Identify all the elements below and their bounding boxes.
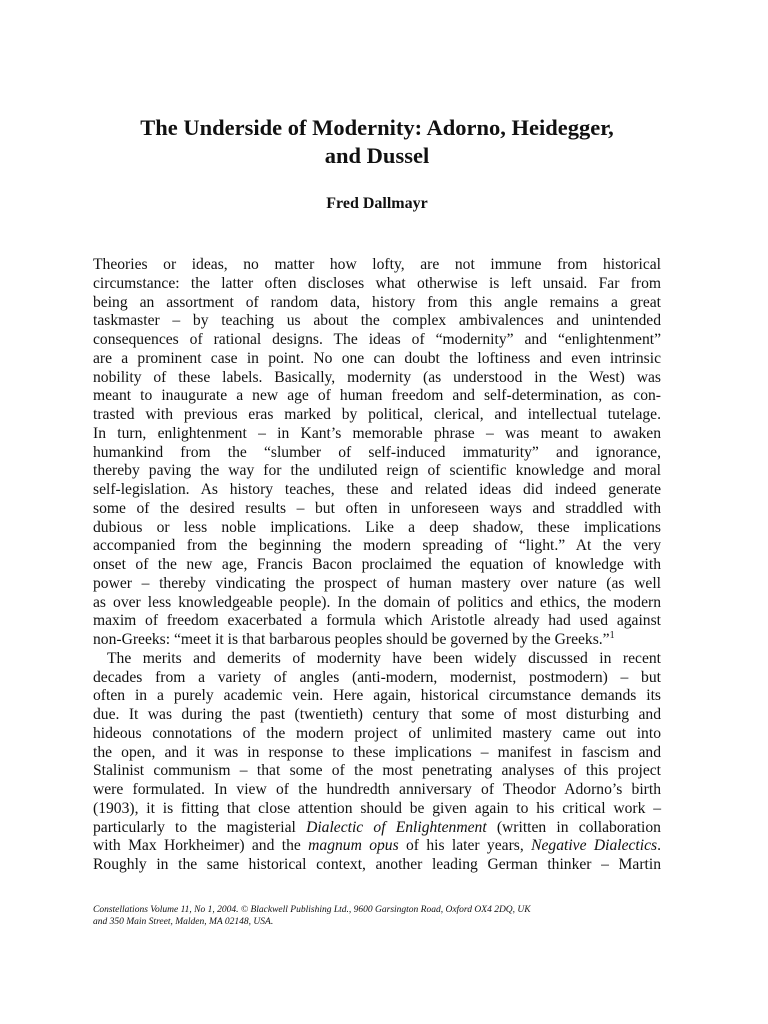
text-line-last [93,631,661,650]
text-line: as over less knowledgeable people). In the domain of politics and ethics, the modern [93,593,661,611]
title-line-1: The Underside of Modernity: Adorno, Heidegger, [140,115,614,140]
text-line: Roughly in the same historical context, another leading German thinker – Martin [93,856,661,873]
text-line: consequences of rational designs. The ideas of “modernity” and “enlightenment” [93,331,661,348]
footnote-reference-1[interactable]: 1 [609,630,615,641]
emphasis-magnum-opus: magnum opus [308,837,399,855]
paragraph-1 [93,256,661,650]
text-line: trasted with previous eras marked by political, clerical, and intellectual tutelage. [93,406,661,423]
text-line: are a prominent case in point. No one can doubt the loftiness and even intrinsic [93,349,661,367]
text-line: self-legislation. As history teaches, these and related ideas did indeed generate [93,481,661,498]
title-line-2: and Dussel [324,143,430,168]
text-line: nobility of these labels. Basically, modernity (as understood in the West) was [93,368,661,386]
text-line: maxim of freedom exacerbated a formula which Aristotle already had used against [93,612,661,630]
article-title [93,114,661,170]
text-line: often in a purely academic vein. Here again, historical circumstance demands its [93,687,661,705]
footer-citation-line-2: and 350 Main Street, Malden, MA 02148, USA. [93,916,274,927]
text-line: circumstance: the latter often discloses what otherwise is left unsaid. Far from [93,274,661,292]
footer-citation-line-1: Constellations Volume 11, No 1, 2004. © Blackwell Publishing Ltd., 9600 Garsington Road, Oxford OX4 2DQ, UK [93,905,531,915]
book-title-negative-dialectics: Negative Dialectics [531,837,658,855]
text-line: due. It was during the past (twentieth) century that some of most disturbing and [93,706,661,723]
text-line: decades from a variety of angles (anti-modern, modernist, postmodern) – but [93,668,661,686]
text-line: being an assortment of random data, history from this angle remains a great [93,293,661,311]
text-line: Theories or ideas, no matter how lofty, are not immune from historical [93,256,661,273]
text-line: taskmaster – by teaching us about the complex ambivalences and unintended [93,312,661,330]
article-body [93,256,661,875]
text-segment: with Max Horkheimer) and the [93,837,309,855]
text-line: the open, and it was in response to these implications – manifest in fascism and [93,743,661,761]
text-line: dubious or less noble implications. Like a deep shadow, these implications [93,518,661,536]
text-line: meant to inaugurate a new age of human freedom and self-determination, as con- [93,387,661,405]
book-title-dialectic-of-enlightenment: Dialectic of Enlightenment [306,818,487,836]
paragraph-2 [93,650,661,875]
text-line: power – thereby vindicating the prospect of human mastery over nature (as well [93,574,661,592]
text-line: The merits and demerits of modernity have been widely discussed in recent [107,649,661,667]
text-segment: of his later years, [398,837,532,855]
text-line-with-titles [93,837,661,856]
text-line: accompanied from the beginning the modern spreading of “light.” At the very [93,537,661,555]
text-line: (1903), it is fitting that close attention should be given again to his critical work – [93,799,661,817]
text-segment: (written in collaboration [486,818,661,836]
text-line-with-title [93,819,661,838]
text-segment: . [657,837,661,855]
text-segment: particularly to the magisterial [93,818,307,836]
text-line: onset of the new age, Francis Bacon proclaimed the equation of knowledge with [93,556,661,573]
text-line: thereby paving the way for the undiluted reign of scientific knowledge and moral [93,462,661,480]
journal-page [93,0,661,1024]
text-line-content: non-Greeks: “meet it is that barbarous peoples should be governed by the Greeks.” [93,631,610,648]
text-line: Stalinist communism – that some of the most penetrating analyses of this project [93,762,661,780]
text-line: hideous connotations of the modern project of unlimited mastery came out into [93,724,661,742]
text-line: humankind from the “slumber of self-induced immaturity” and ignorance, [93,443,661,461]
text-line: some of the desired results – but often in unforeseen ways and straddled with [93,499,661,517]
text-line: In turn, enlightenment – in Kant’s memorable phrase – was meant to awaken [93,424,661,442]
author-name: Fred Dallmayr [326,195,428,212]
text-line: were formulated. In view of the hundredth anniversary of Theodor Adorno’s birth [93,781,661,798]
journal-footer [93,905,661,928]
